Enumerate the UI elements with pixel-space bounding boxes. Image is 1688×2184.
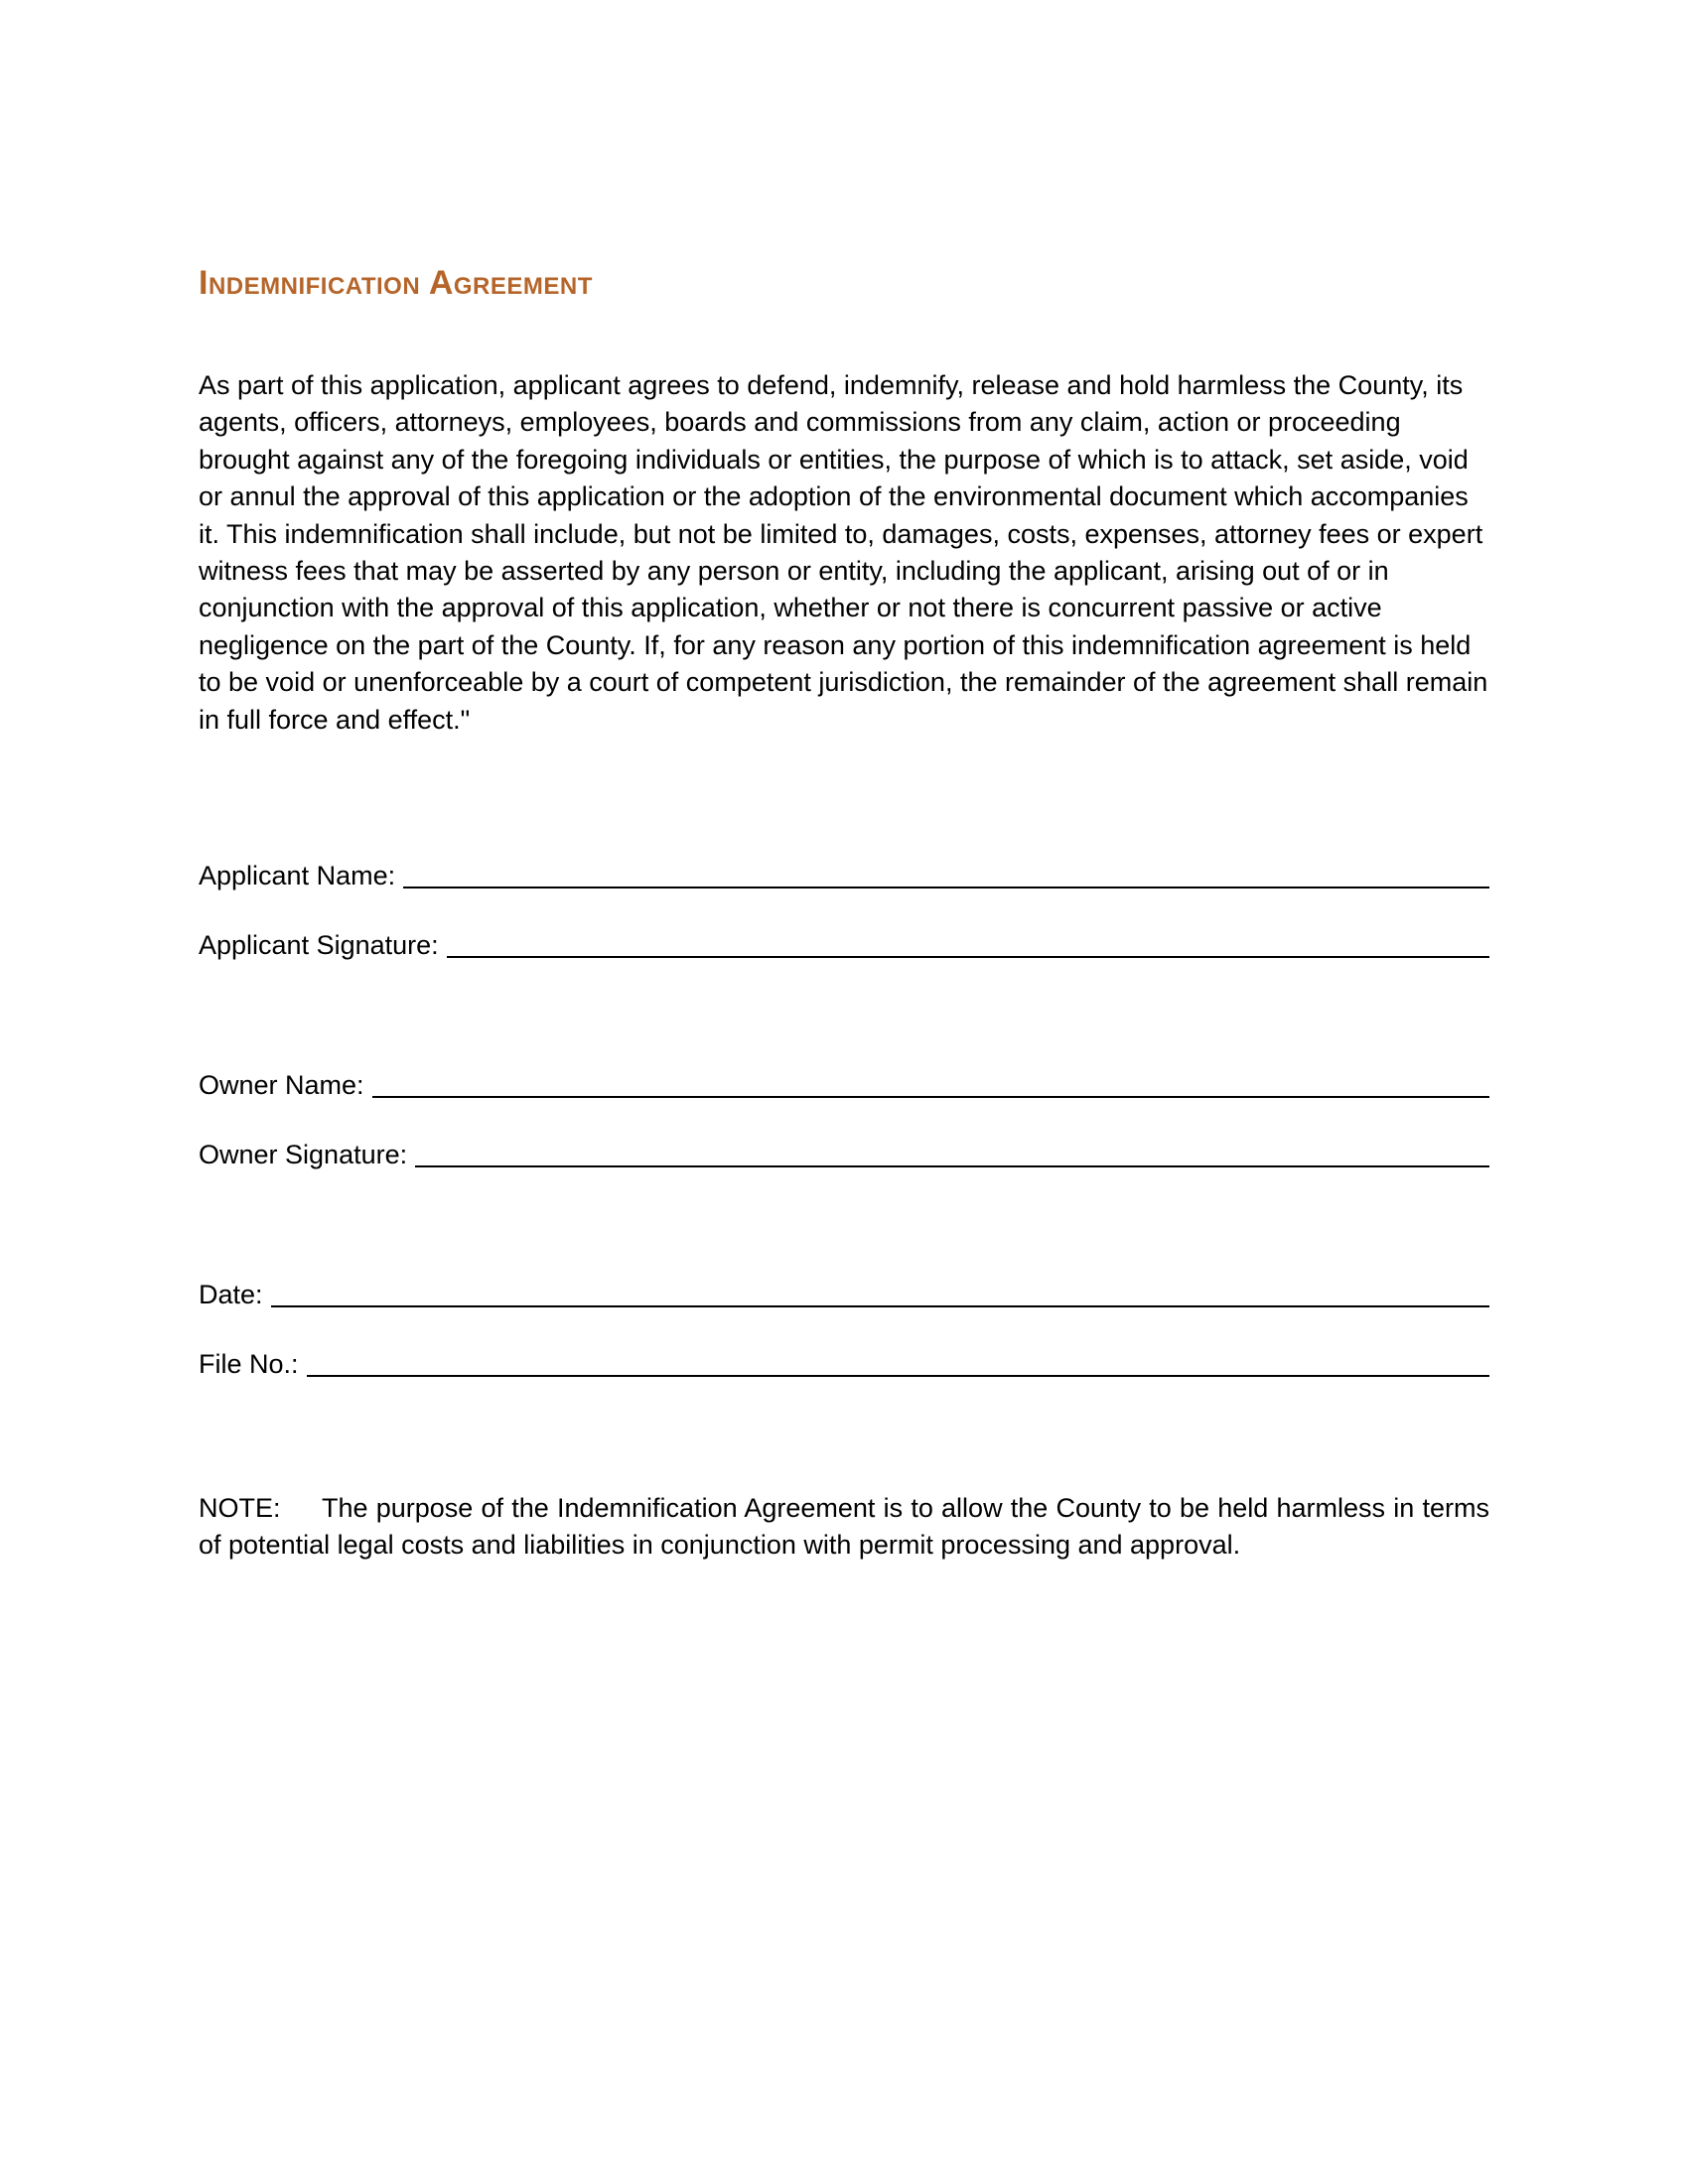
document-page <box>199 0 1489 2184</box>
document-title: Indemnification Agreement <box>199 264 593 302</box>
applicant-signature-label: Applicant Signature: <box>199 930 439 960</box>
owner-name-field <box>199 1061 1489 1101</box>
date-label: Date: <box>199 1280 263 1309</box>
owner-name-line[interactable] <box>372 1068 1489 1098</box>
applicant-name-line[interactable] <box>403 859 1489 888</box>
applicant-name-label: Applicant Name: <box>199 861 396 890</box>
note-paragraph <box>199 1490 1489 1565</box>
note-label: NOTE: <box>199 1493 281 1523</box>
applicant-signature-field <box>199 921 1489 961</box>
owner-signature-field <box>199 1131 1489 1170</box>
note-text: The purpose of the Indemnification Agreement is to allow the County to be held harmless in terms of potential legal costs and liabilities in conjunction with permit processing and approval. <box>199 1493 1489 1561</box>
applicant-name-field <box>199 852 1489 891</box>
file-number-label: File No.: <box>199 1349 299 1379</box>
owner-signature-label: Owner Signature: <box>199 1140 408 1169</box>
date-line[interactable] <box>271 1278 1489 1307</box>
applicant-signature-line[interactable] <box>447 928 1489 958</box>
file-number-line[interactable] <box>307 1347 1489 1377</box>
file-number-field <box>199 1340 1489 1380</box>
date-field <box>199 1271 1489 1310</box>
owner-name-label: Owner Name: <box>199 1070 364 1100</box>
owner-signature-line[interactable] <box>415 1138 1489 1167</box>
agreement-body: As part of this application, applicant agrees to defend, indemnify, release and hold harmless the County, its agents, officers, attorneys, employees, boards and commissions from any claim, action or proceeding brought against any of the foregoing individuals or entities, the purpose of which is to attack, set aside, void or annul the approval of this application or the adoption of the environmental document which accompanies it. This indemnification shall include, but not be limited to, damages, costs, expenses, attorney fees or expert witness fees that may be asserted by any person or entity, including the applicant, arising out of or in conjunction with the approval of this application, whether or not there is concurrent passive or active negligence on the part of the County. If, for any reason any portion of this indemnification agreement is held to be void or unenforceable by a court of competent jurisdiction, the remainder of the agreement shall remain in full force and effect." <box>199 370 1488 735</box>
